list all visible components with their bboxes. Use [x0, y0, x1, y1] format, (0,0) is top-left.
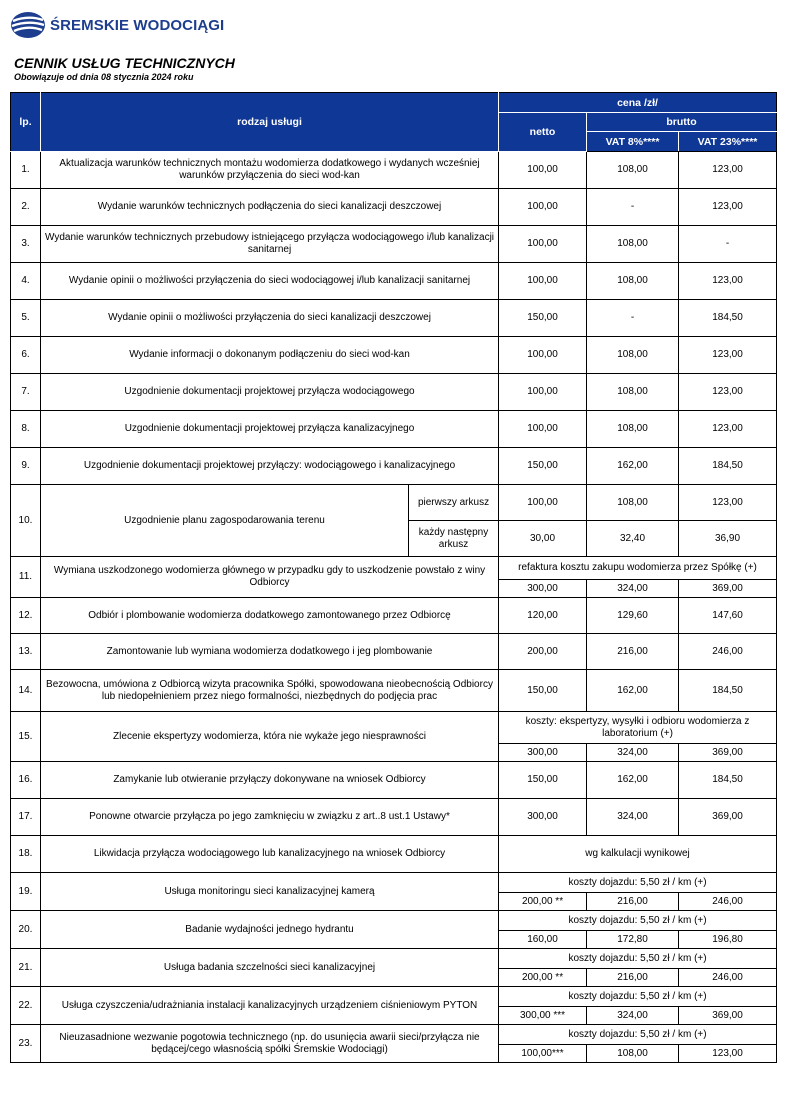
price-note: refaktura kosztu zakupu wodomierza przez Spółkę (+)	[499, 557, 777, 580]
price-netto: 200,00 **	[499, 893, 587, 911]
price-netto: 100,00	[499, 374, 587, 411]
service-name: Likwidacja przyłącza wodociągowego lub kanalizacyjnego na wniosek Odbiorcy	[41, 836, 499, 873]
price-vat23: 123,00	[679, 1045, 777, 1063]
col-header-service: rodzaj usługi	[41, 93, 499, 152]
table-row	[11, 634, 777, 670]
table-row	[11, 836, 777, 873]
service-name: Wydanie warunków technicznych przebudowy istniejącego przyłącza wodociągowego i/lub kanalizacji sanitarnej	[41, 226, 499, 263]
price-netto: 200,00 **	[499, 969, 587, 987]
table-row	[11, 300, 777, 337]
service-name: Usługa badania szczelności sieci kanalizacyjnej	[41, 949, 499, 987]
price-vat23: 184,50	[679, 670, 777, 712]
price-vat23: 246,00	[679, 969, 777, 987]
service-name: Badanie wydajności jednego hydrantu	[41, 911, 499, 949]
price-note: koszty dojazdu: 5,50 zł / km (+)	[499, 987, 777, 1007]
col-header-brutto: brutto	[587, 113, 777, 132]
price-netto: 100,00	[499, 485, 587, 521]
row-number: 3.	[11, 226, 41, 263]
table-row	[11, 949, 777, 969]
price-vat23: 246,00	[679, 634, 777, 670]
table-row	[11, 911, 777, 931]
table-row	[11, 337, 777, 374]
table-row	[11, 712, 777, 744]
col-header-lp: lp.	[11, 93, 41, 152]
table-row	[11, 873, 777, 893]
row-number: 19.	[11, 873, 41, 911]
price-netto: 300,00 ***	[499, 1007, 587, 1025]
row-number: 15.	[11, 712, 41, 762]
row-number: 8.	[11, 411, 41, 448]
price-note: koszty: ekspertyzy, wysyłki i odbioru wodomierza z laboratorium (+)	[499, 712, 777, 744]
price-vat23: 123,00	[679, 152, 777, 189]
row-number: 5.	[11, 300, 41, 337]
price-vat23: 369,00	[679, 1007, 777, 1025]
row-number: 16.	[11, 762, 41, 799]
price-netto: 100,00***	[499, 1045, 587, 1063]
row-number: 11.	[11, 557, 41, 598]
row-number: 7.	[11, 374, 41, 411]
price-vat23: 369,00	[679, 744, 777, 762]
price-vat23: 123,00	[679, 263, 777, 300]
table-row	[11, 485, 777, 521]
price-note: wg kalkulacji wynikowej	[499, 836, 777, 873]
price-vat23: 36,90	[679, 521, 777, 557]
row-number: 12.	[11, 598, 41, 634]
row-number: 21.	[11, 949, 41, 987]
price-vat23: 123,00	[679, 189, 777, 226]
price-netto: 100,00	[499, 337, 587, 374]
price-netto: 150,00	[499, 762, 587, 799]
col-header-vat8: VAT 8%****	[587, 132, 679, 152]
service-name: Usługa monitoringu sieci kanalizacyjnej kamerą	[41, 873, 499, 911]
row-number: 10.	[11, 485, 41, 557]
price-netto: 100,00	[499, 263, 587, 300]
row-number: 2.	[11, 189, 41, 226]
service-name: Odbiór i plombowanie wodomierza dodatkowego zamontowanego przez Odbiorcę	[41, 598, 499, 634]
service-name: Usługa czyszczenia/udrażniania instalacji kanalizacyjnych urządzeniem ciśnieniowym PYTON	[41, 987, 499, 1025]
row-number: 20.	[11, 911, 41, 949]
company-logo	[10, 6, 224, 44]
service-name: Wydanie opinii o możliwości przyłączenia do sieci kanalizacji deszczowej	[41, 300, 499, 337]
price-vat23: 123,00	[679, 374, 777, 411]
col-header-netto: netto	[499, 113, 587, 152]
price-table	[10, 92, 777, 1063]
price-vat23: 196,80	[679, 931, 777, 949]
row-number: 13.	[11, 634, 41, 670]
row-number: 9.	[11, 448, 41, 485]
price-netto: 150,00	[499, 300, 587, 337]
table-row	[11, 263, 777, 300]
price-vat8: 162,00	[587, 448, 679, 485]
price-netto: 100,00	[499, 189, 587, 226]
price-netto: 120,00	[499, 598, 587, 634]
price-netto: 300,00	[499, 580, 587, 598]
service-name: Wydanie informacji o dokonanym podłączeniu do sieci wod-kan	[41, 337, 499, 374]
table-row	[11, 189, 777, 226]
water-waves-icon	[10, 11, 46, 39]
col-header-price: cena /zł/	[499, 93, 777, 113]
price-netto: 150,00	[499, 448, 587, 485]
table-row	[11, 670, 777, 712]
row-number: 18.	[11, 836, 41, 873]
col-header-vat23: VAT 23%****	[679, 132, 777, 152]
price-vat23: 184,50	[679, 762, 777, 799]
service-name: Zamykanie lub otwieranie przyłączy dokonywane na wniosek Odbiorcy	[41, 762, 499, 799]
table-row	[11, 557, 777, 580]
service-name: Nieuzasadnione wezwanie pogotowia technicznego (np. do usunięcia awarii sieci/przyłącza nie będącej/cego własnością spółki Śremskie Wodociągi)	[41, 1025, 499, 1063]
price-vat8: 32,40	[587, 521, 679, 557]
row-number: 22.	[11, 987, 41, 1025]
price-note: koszty dojazdu: 5,50 zł / km (+)	[499, 949, 777, 969]
price-vat23: 123,00	[679, 485, 777, 521]
service-name: Ponowne otwarcie przyłącza po jego zamknięciu w związku z art..8 ust.1 Ustawy*	[41, 799, 499, 836]
sheet-type-next: każdy następny arkusz	[409, 521, 499, 557]
price-netto: 100,00	[499, 411, 587, 448]
row-number: 1.	[11, 152, 41, 189]
service-name: Bezowocna, umówiona z Odbiorcą wizyta pracownika Spółki, spowodowana nieobecnością Odbiorcy lub niedopełnieniem przez niego formalności, niezbędnych do podjęcia prac	[41, 670, 499, 712]
price-netto: 150,00	[499, 670, 587, 712]
price-note: koszty dojazdu: 5,50 zł / km (+)	[499, 1025, 777, 1045]
price-note: koszty dojazdu: 5,50 zł / km (+)	[499, 911, 777, 931]
service-name: Uzgodnienie planu zagospodarowania terenu	[41, 485, 409, 557]
row-number: 6.	[11, 337, 41, 374]
price-netto: 160,00	[499, 931, 587, 949]
row-number: 17.	[11, 799, 41, 836]
price-netto: 300,00	[499, 799, 587, 836]
service-name: Uzgodnienie dokumentacji projektowej przyłącza kanalizacyjnego	[41, 411, 499, 448]
table-row	[11, 152, 777, 189]
document-title: CENNIK USŁUG TECHNICZNYCH	[14, 55, 235, 71]
table-row	[11, 374, 777, 411]
price-vat8: 216,00	[587, 969, 679, 987]
price-vat8: 324,00	[587, 744, 679, 762]
price-vat8: 216,00	[587, 634, 679, 670]
price-vat8: 108,00	[587, 411, 679, 448]
price-vat23: 123,00	[679, 337, 777, 374]
service-name: Zlecenie ekspertyzy wodomierza, która nie wykaże jego niesprawności	[41, 712, 499, 762]
table-row	[11, 1025, 777, 1045]
row-number: 4.	[11, 263, 41, 300]
price-vat23: 123,00	[679, 411, 777, 448]
price-vat23: 147,60	[679, 598, 777, 634]
document-subtitle: Obowiązuje od dnia 08 stycznia 2024 roku	[14, 72, 194, 82]
table-row	[11, 987, 777, 1007]
price-vat8: 108,00	[587, 152, 679, 189]
price-vat23: 369,00	[679, 799, 777, 836]
price-vat23: 184,50	[679, 300, 777, 337]
service-name: Wydanie warunków technicznych podłączenia do sieci kanalizacji deszczowej	[41, 189, 499, 226]
service-name: Uzgodnienie dokumentacji projektowej przyłącza wodociągowego	[41, 374, 499, 411]
service-name: Uzgodnienie dokumentacji projektowej przyłączy: wodociągowego i kanalizacyjnego	[41, 448, 499, 485]
service-name: Aktualizacja warunków technicznych montażu wodomierza dodatkowego i wydanych wcześniej warunków przyłączenia do sieci wod-kan	[41, 152, 499, 189]
price-vat8: 324,00	[587, 580, 679, 598]
price-netto: 300,00	[499, 744, 587, 762]
price-vat8: 108,00	[587, 263, 679, 300]
price-netto: 30,00	[499, 521, 587, 557]
sheet-type-first: pierwszy arkusz	[409, 485, 499, 521]
table-row	[11, 226, 777, 263]
price-vat8: 108,00	[587, 226, 679, 263]
price-vat8: 324,00	[587, 799, 679, 836]
price-vat8: 162,00	[587, 762, 679, 799]
price-vat23: 246,00	[679, 893, 777, 911]
price-vat8: 324,00	[587, 1007, 679, 1025]
service-name: Zamontowanie lub wymiana wodomierza dodatkowego i jeg plombowanie	[41, 634, 499, 670]
row-number: 23.	[11, 1025, 41, 1063]
table-row	[11, 598, 777, 634]
table-row	[11, 448, 777, 485]
price-note: koszty dojazdu: 5,50 zł / km (+)	[499, 873, 777, 893]
price-vat8: 108,00	[587, 1045, 679, 1063]
price-vat8: 216,00	[587, 893, 679, 911]
price-vat8: 108,00	[587, 374, 679, 411]
row-number: 14.	[11, 670, 41, 712]
price-vat23: 369,00	[679, 580, 777, 598]
logo-text: ŚREMSKIE WODOCIĄGI	[50, 16, 225, 34]
price-vat8: 172,80	[587, 931, 679, 949]
table-row	[11, 762, 777, 799]
price-vat8: 129,60	[587, 598, 679, 634]
price-vat8: -	[587, 189, 679, 226]
price-vat8: 162,00	[587, 670, 679, 712]
service-name: Wydanie opinii o możliwości przyłączenia do sieci wodociągowej i/lub kanalizacji sanitarnej	[41, 263, 499, 300]
table-row	[11, 411, 777, 448]
price-netto: 100,00	[499, 152, 587, 189]
price-vat23: 184,50	[679, 448, 777, 485]
service-name: Wymiana uszkodzonego wodomierza głównego w przypadku gdy to uszkodzenie powstało z winy Odbiorcy	[41, 557, 499, 598]
price-vat8: -	[587, 300, 679, 337]
price-netto: 200,00	[499, 634, 587, 670]
price-vat8: 108,00	[587, 337, 679, 374]
price-vat8: 108,00	[587, 485, 679, 521]
price-netto: 100,00	[499, 226, 587, 263]
table-row	[11, 799, 777, 836]
price-vat23: -	[679, 226, 777, 263]
